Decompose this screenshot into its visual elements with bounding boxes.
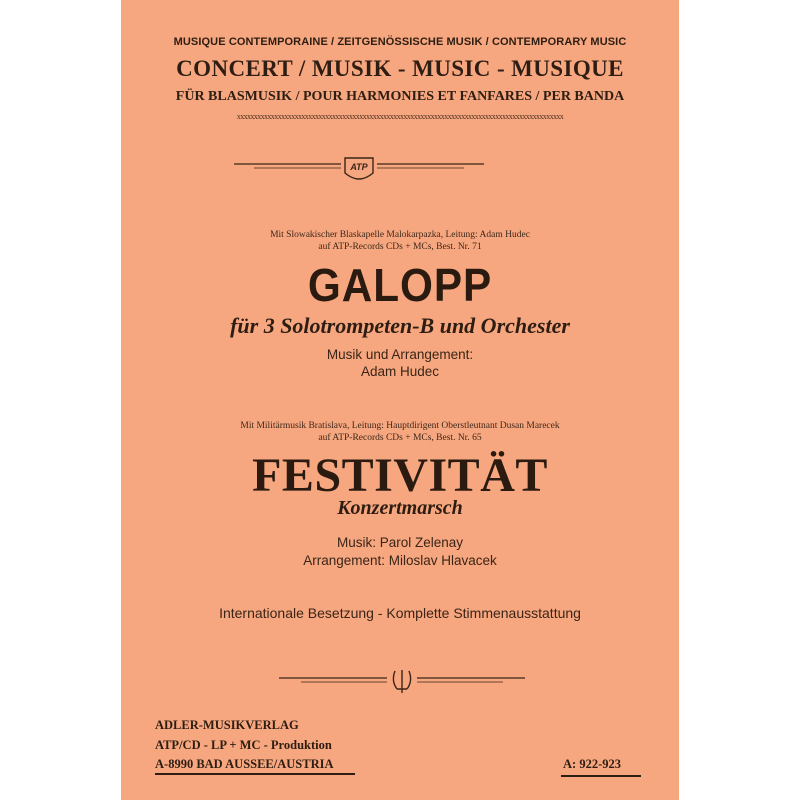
- series-languages: MUSIQUE CONTEMPORAINE / ZEITGENÖSSISCHE MUSIK / CONTEMPORARY MUSIC: [173, 36, 627, 48]
- piece1-credit-name: Adam Hudec: [360, 364, 440, 379]
- publisher-name: ADLER-MUSIKVERLAG: [155, 718, 299, 732]
- piece2-subtitle: Konzertmarsch: [337, 497, 463, 519]
- atp-logo-text: ATP: [350, 162, 368, 172]
- piece2-music-credit: Musik: Parol Zelenay: [336, 535, 464, 550]
- address-underline: [155, 773, 355, 775]
- instrumentation-note: Internationale Besetzung - Komplette Stimmenausstattung: [219, 605, 581, 621]
- sheet-music-cover: [121, 0, 679, 800]
- piece1-recording-line2: auf ATP-Records CDs + MCs, Best. Nr. 71: [318, 242, 482, 252]
- publisher-address: A-8990 BAD AUSSEE/AUSTRIA: [155, 757, 334, 771]
- series-subtitle: FÜR BLASMUSIK / POUR HARMONIES ET FANFARES / PER BANDA: [175, 89, 625, 104]
- piece1-title: GALOPP: [307, 259, 493, 311]
- piece2-recording-line1: Mit Militärmusik Bratislava, Leitung: Hauptdirigent Oberstleutnant Dusan Marecek: [240, 421, 560, 431]
- publisher-production: ATP/CD - LP + MC - Produktion: [155, 738, 332, 752]
- atp-logo-ornament: [234, 157, 484, 185]
- series-title: CONCERT / MUSIK - MUSIC - MUSIQUE: [176, 56, 624, 81]
- x-divider: xxxxxxxxxxxxxxxxxxxxxxxxxxxxxxxxxxxxxxxxxxxxxxxxxxxxxxxxxxxxxxxxxxxxxxxxxxxxxxxxxxxxxxxxxxxxxxxx: [236, 112, 564, 121]
- piece2-recording-line2: auf ATP-Records CDs + MCs, Best. Nr. 65: [318, 433, 482, 443]
- piece1-subtitle: für 3 Solotrompeten-B und Orchester: [230, 313, 570, 338]
- catalog-number: A: 922-923: [563, 757, 621, 771]
- piece1-recording-line1: Mit Slowakischer Blaskapelle Malokarpazka, Leitung: Adam Hudec: [270, 230, 530, 240]
- piece2-arrangement-credit: Arrangement: Miloslav Hlavacek: [303, 553, 497, 568]
- piece2-title: FESTIVITÄT: [252, 449, 548, 502]
- piece1-credit-label: Musik und Arrangement:: [326, 347, 474, 362]
- lyre-ornament: [279, 667, 525, 695]
- catalog-underline: [561, 775, 641, 777]
